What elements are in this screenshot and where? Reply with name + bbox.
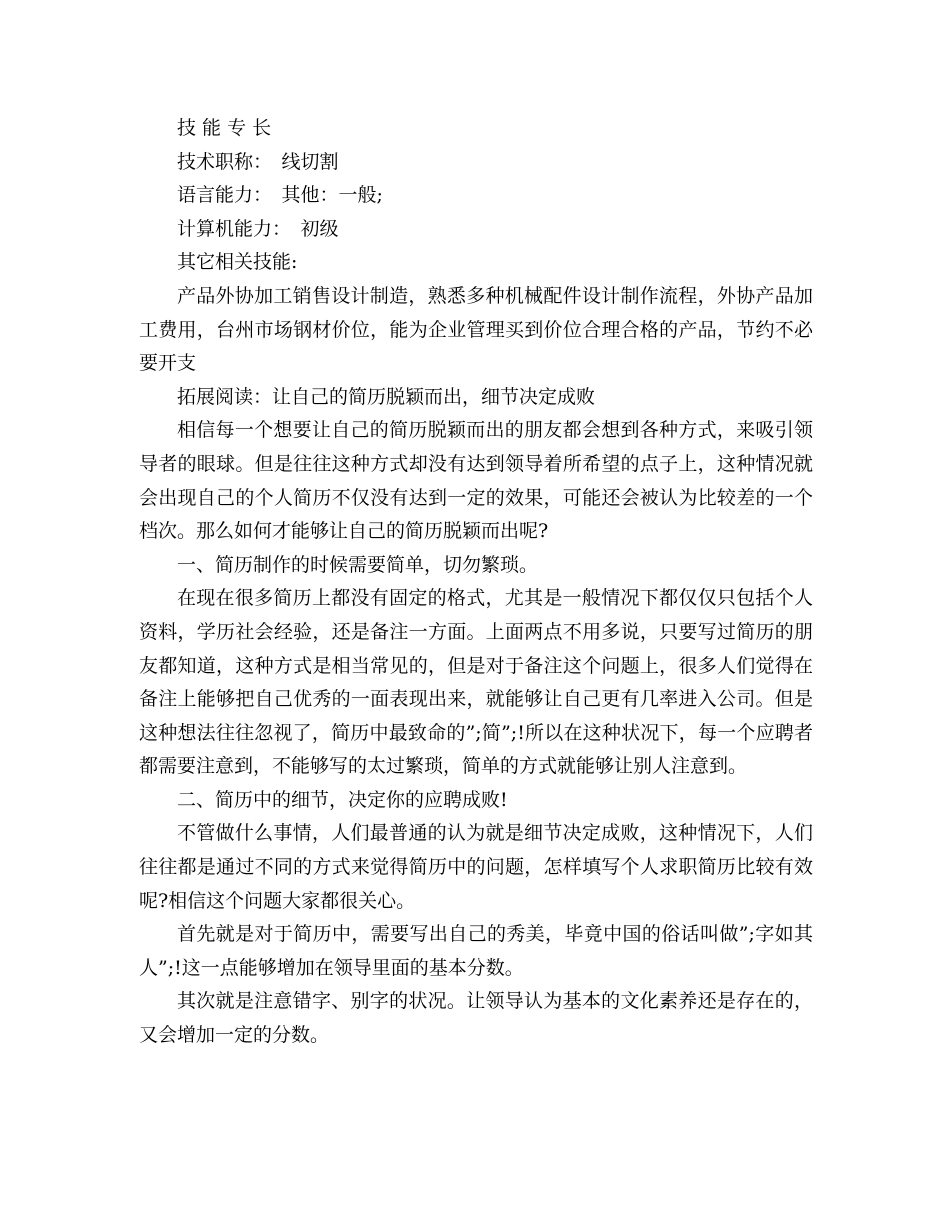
other-skills-paragraph: 产品外协加工销售设计制造，熟悉多种机械配件设计制作流程，外协产品加工费用，台州市场钢材价位，能为企业管理买到价位合理合格的产品，节约不必要开支 bbox=[139, 284, 813, 375]
section-heading: 二、简历中的细节，决定你的应聘成败! bbox=[177, 788, 508, 811]
extended-reading-heading: 拓展阅读：让自己的简历脱颖而出，细节决定成败 bbox=[177, 385, 596, 408]
body-paragraph: 首先就是对于简历中，需要写出自己的秀美，毕竟中国的俗话叫做”;字如其人”;!这一点能够增加在领导里面的基本分数。 bbox=[139, 923, 813, 979]
language-ability-line: 语言能力： 其他：一般; bbox=[177, 184, 383, 207]
body-paragraph: 在现在很多简历上都没有固定的格式，尤其是一般情况下都仅仅只包括个人资料，学历社会经验，还是备注一方面。上面两点不用多说，只要写过简历的朋友都知道，这种方式是相当常见的，但是对于备注这个问题上，很多人们觉得在备注上能够把自己优秀的一面表现出来，就能够让自己更有几率进入公司。但是这种想法往往忽视了，简历中最致命的”;简”;!所以在这种状况下，每一个应聘者都需要注意到，不能够写的太过繁琐，简单的方式就能够让别人注意到。 bbox=[139, 587, 813, 778]
body-paragraph: 其次就是注意错字、别字的状况。让领导认为基本的文化素养还是存在的，又会增加一定的分数。 bbox=[139, 990, 813, 1047]
other-skills-label: 其它相关技能: bbox=[177, 251, 298, 274]
body-paragraph: 不管做什么事情，人们最普通的认为就是细节决定成败，这种情况下，人们往往都是通过不同的方式来觉得简历中的问题，怎样填写个人求职简历比较有效呢?相信这个问题大家都很关心。 bbox=[139, 822, 813, 912]
section-heading-skills: 技 能 专 长 bbox=[177, 117, 272, 139]
technical-title-line: 技术职称： 线切割 bbox=[177, 150, 339, 173]
body-paragraph: 相信每一个想要让自己的简历脱颖而出的朋友都会想到各种方式，来吸引领导者的眼球。但是往往这种方式却没有达到领导着所希望的点子上，这种情况就会出现自己的个人简历不仅没有达到一定的效果，可能还会被认为比较差的一个档次。那么如何才能够让自己的简历脱颖而出呢? bbox=[139, 419, 813, 543]
section-heading: 一、简历制作的时候需要简单，切勿繁琐。 bbox=[177, 553, 539, 576]
computer-ability-line: 计算机能力： 初级 bbox=[177, 217, 339, 240]
document-body bbox=[139, 112, 813, 1053]
